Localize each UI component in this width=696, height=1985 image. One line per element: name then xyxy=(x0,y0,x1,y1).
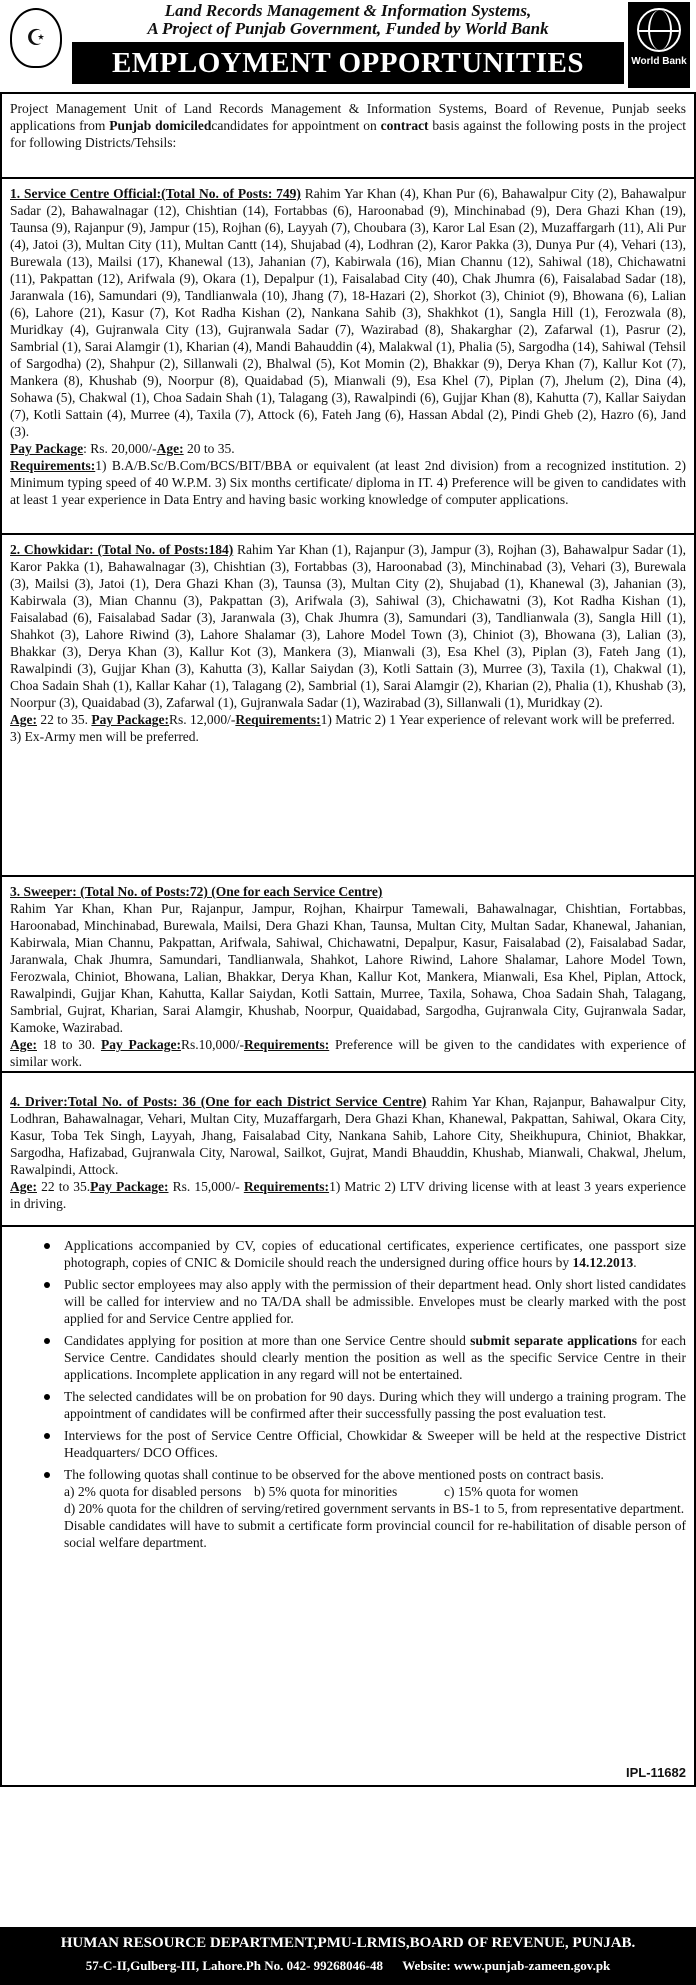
quota-disabled: a) 2% quota for disabled persons xyxy=(64,1484,242,1499)
section-heading: 3. Sweeper: (Total No. of Posts:72) (One for each Service Centre) xyxy=(10,884,383,899)
ipl-code: IPL-11682 xyxy=(626,1765,686,1780)
quota-row xyxy=(64,1483,686,1500)
requirements-body: 1) Matric 2) LTV driving license with at least 3 years experience in driving. xyxy=(10,1179,686,1211)
age-label: Age: xyxy=(10,712,37,727)
instructions xyxy=(0,1227,696,1787)
list-item xyxy=(64,1427,686,1461)
footer xyxy=(0,1927,696,1985)
instructions-list xyxy=(42,1237,686,1551)
list-item xyxy=(64,1388,686,1422)
note-text: . xyxy=(633,1255,637,1270)
header-line-2: A Project of Punjab Government, Funded by World Bank xyxy=(147,19,549,38)
intro-text: basis against the following posts in the project for following Districts/Tehsils: xyxy=(10,118,687,150)
section-driver xyxy=(0,1073,696,1227)
section-heading: 4. Driver:Total No. of Posts: 36 (One for each District Service Centre) xyxy=(10,1094,427,1109)
age-value: 18 to 30. xyxy=(37,1037,101,1052)
world-bank-label: World Bank xyxy=(631,56,687,67)
section-body: Rahim Yar Khan, Rajanpur, Bahawalpur City, Lodhran, Bahawalnagar, Vehari, Multan City, Muzaffargarh, Dera Ghazi Khan, Khanewal, Pakpattan, Sahiwal, Okara City, Kasur, Toba Tek Singh, Layyah, Jhang, Faisalabad City, Nankana Sahib, Lahore City, Sheikhupura, Chiniot, Bhakkar, Sargodha, Hafizabad, Gujranwala City, Narowal, Sailkot, Gujrat, Mandi Bhauddin, Khushab, Mianwali, Chakwal, Jhelum, Rawalpindi, Attock. xyxy=(10,1094,686,1177)
pay-label: Pay Package: xyxy=(90,1179,169,1194)
section-sweeper xyxy=(0,877,696,1073)
section-body: Rahim Yar Khan (4), Khan Pur (6), Bahawalpur City (2), Bahawalpur Sadar (2), Bahawalnagar (12), Chishtian (14), Fortabbas (6), Haroonabad (9), Minchinabad (9), Dera Ghazi Khan (19), Taunsa (9), Rajanpur (9), Jampur (15), Rojhan (6), Layyah (7), Choubara (3), Karor Lal Esan (2), Muzaffargarh (11), Ali Pur (4), Jatoi (3), Multan City (11), Multan Cantt (14), Shujabad (4), Lodhran (2), Karor Pakka (3), Dunya Pur (4), Vehari (13), Burewala (13), Mailsi (17), Khanewal (13), Jahanian (7), Kabirwala (16), Mian Channu (12), Sahiwal (18), Chichawatni (11), Pakpattan (12), Arifwala (9), Okara (1), Depalpur (1), Faisalabad City (40), Chak Jhumra (6), Faisalabad Sadar (18), Jaranwala (16), Samundari (9), Tandlianwala (10), Jhang (7), 18-Hazari (2), Shorkot (3), Chiniot (9), Bhowana (6), Lalian (6), Lahore (21), Kasur (7), Kot Radha Kishan (2), Nankana Sahib (3), Shakhkot (1), Sangla Hill (1), Ferozwala (8), Muridkay (4), Gujranwala City (13), Gujranwala Sadar (7), Wazirabad (8), Shakarghar (2), Zafarwal (1), Pasrur (2), Sambrial (1), Sarai Alamgir (1), Kharian (4), Mandi Bahauddin (4), Malakwal (1), Phalia (5), Sargodha (14), Sahiwal (Tehsil of Sargodha) (2), Shahpur (2), Sillanwali (2), Bhalwal (5), Kot Momin (2), Bhakkar (9), Derya Khan (7), Kallur Kot (7), Mankera (8), Khushab (9), Noorpur (8), Quaidabad (5), Mianwali (9), Esa Khel (7), Piplan (7), Jhelum (2), Dina (4), Sohawa (5), Chakwal (1), Choa Sadain Shah (1), Talagang (3), Rawalpindi (6), Gujjar Khan (8), Kahutta (7), Kallar Saiydan (7), Kotli Sattain (4), Murree (4), Taxila (7), Attock (6), Fateh Jang (6), Hassan Abdal (2), Pindi Gheb (2), Hazro (6), Jand (3). xyxy=(10,186,686,439)
age-value: 22 to 35. xyxy=(37,712,92,727)
punjab-government-logo-icon: ☪ xyxy=(10,8,62,68)
note-text: Candidates applying for position at more than one Service Centre should xyxy=(64,1333,471,1348)
pay-value: Rs. 15,000/- xyxy=(168,1179,240,1194)
age-label: Age: xyxy=(156,441,184,456)
intro-contract: contract xyxy=(380,118,429,133)
pay-value: Rs.10,000/- xyxy=(180,1037,244,1052)
section-heading: 2. Chowkidar: (Total No. of Posts:184) xyxy=(10,542,234,557)
pay-value: : Rs. 20,000/- xyxy=(83,441,157,456)
requirements-label: Requirements: xyxy=(243,1179,330,1194)
note-text: Applications accompanied by CV, copies of educational certificates, experience certificates, one passport size photograph, copies of CNIC & Domicile should reach the undersigned during office hours by xyxy=(64,1238,686,1270)
footer-contact xyxy=(0,1952,696,1974)
intro-paragraph xyxy=(0,94,696,179)
footer-website[interactable]: Website: www.punjab-zameen.gov.pk xyxy=(402,1958,611,1973)
requirements-body: Preference will be given to the candidates with experience of similar work. xyxy=(10,1037,686,1069)
world-bank-logo xyxy=(628,2,690,88)
list-item xyxy=(64,1276,686,1327)
section-body: Rahim Yar Khan, Khan Pur, Rajanpur, Jampur, Rojhan, Khairpur Tamewali, Bahawalnagar, Chishtian, Fortabbas, Haroonabad, Minchinabad, Burewala, Mailsi, Dera Ghazi Khan, Taunsa, Multan City, Multan Sadar, Khanewal, Jahanian, Kabirwala, Mian Channu, Pakpattan, Arifwala, Sahiwal, Chichawatni, Depalpur, Kasur, Faisalabad (2), Faisalabad Sadar, Jaranwala, Chak Jhumra, Samundari, Tandlianwala, Shahkot, Lahore Riwind, Lahore Shalamar, Lahore Model Town, Ferozwala, Chiniot, Bhowana, Lalian, Bhakkar, Derya Khan, Kallur Kot, Mankera, Mianwali, Esa Khel, Piplan, Attock, Rawalpindi, Gujjar Khan, Kahutta, Kallar Saiydan, Kotli Sattain, Murree, Taxila, Sohawa, Choa Sadain Shah, Talagang, Sambrial, Gujrat, Kharian, Sarai Alamgir, Khushab, Noorpur, Quaidabad, Sargodha, Gujranwala City, Gujranwala Sadar, Kamoke, Wazirabad. xyxy=(10,901,686,1035)
pay-value: Rs. 12,000/- xyxy=(169,712,236,727)
quota-children: d) 20% quota for the children of serving/retired government servants in BS-1 to 5, from representative department. xyxy=(64,1501,685,1516)
page-title: EMPLOYMENT OPPORTUNITIES xyxy=(72,42,624,84)
section-chowkidar xyxy=(0,535,696,877)
intro-domicile: Punjab domiciled xyxy=(109,118,212,133)
note-text: The following quotas shall continue to be observed for the above mentioned posts on contract basis. xyxy=(64,1467,604,1482)
section-body: Rahim Yar Khan (1), Rajanpur (3), Jampur (3), Rojhan (3), Bahawalpur Sadar (1), Karor Pakka (1), Bahawalnagar (3), Chishtian (3), Fortabbas (3), Haroonabad (3), Minchinabad (3), Vehari (3), Burewala (3), Mailsi (3), Jatoi (1), Dera Ghazi Khan (3), Taunsa (3), Multan City (2), Shujabad (1), Khanewal (3), Jahanian (3), Kabirwala (3), Mian Channu (3), Pakpattan (3), Arifwala (3), Sahiwal (3), Chichawatni (3), Kot Radha Kishan (1), Faisalabad (6), Faisalabad Sadar (3), Jaranwala (3), Chak Jhumra (3), Samundari (3), Tandlianwala (3), Sangla Hill (1), Shahkot (3), Lahore Riwind (3), Lahore Shalamar (3), Lahore Model Town (3), Chiniot (3), Bhowana (3), Lalian (3), Bhakkar (3), Derya Khan (3), Kallur Kot (3), Mankera (3), Mianwali (3), Esa Khel (3), Piplan (3), Fateh Jang (1), Rawalpindi (3), Gujjar Khan (3), Kahutta (3), Kallar Saiydan (3), Kotli Sattain (3), Murree (3), Taxila (1), Chakwal (1), Choa Sadain Shah (1), Kallar Kahar (1), Talagang (2), Sambrial (1), Sarai Alamgir (2), Kharian (2), Phalia (1), Khushab (3), Noorpur (3), Quaidabad (3), Zafarwal (1), Gujranwala Sadar (1), Wazirabad (3), Sillanwali (1), Muridkay (2). xyxy=(10,542,686,710)
pay-label: Pay Package xyxy=(10,441,84,456)
requirements-body: 1) Matric 2) 1 Year experience of relevant work will be preferred. xyxy=(320,712,675,727)
section-service-centre-official xyxy=(0,179,696,535)
globe-icon xyxy=(637,8,681,52)
pay-label: Pay Package: xyxy=(91,712,169,727)
quota-minorities: b) 5% quota for minorities xyxy=(254,1484,398,1499)
section-heading: 1. Service Centre Official:(Total No. of Posts: 749) xyxy=(10,186,301,201)
header xyxy=(0,0,696,94)
intro-text: candidates for appointment on xyxy=(211,118,381,133)
requirements-label: Requirements: xyxy=(235,712,321,727)
quota-women: c) 15% quota for women xyxy=(444,1484,579,1499)
list-item xyxy=(64,1466,686,1551)
note-emphasis: submit separate applications xyxy=(470,1333,637,1348)
list-item xyxy=(64,1332,686,1383)
intro-text: Project Management Unit of Land Records Management & Information Systems, Board of Revenue, Punjab seeks applications from xyxy=(10,101,686,133)
deadline-date: 14.12.2013 xyxy=(572,1255,634,1270)
note-text: Interviews for the post of Service Centre Official, Chowkidar & Sweeper will be held at the respective District Headquarters/ DCO Offices. xyxy=(64,1428,686,1460)
requirements-extra: 3) Ex-Army men will be preferred. xyxy=(10,729,199,744)
header-line-1: Land Records Management & Information Systems, xyxy=(164,1,532,20)
age-label: Age: xyxy=(10,1037,37,1052)
footer-address: 57-C-II,Gulberg-III, Lahore.Ph No. 042- 99268046-48 xyxy=(85,1958,384,1973)
age-value: 22 to 35. xyxy=(37,1179,91,1194)
age-value: 20 to 35. xyxy=(183,441,235,456)
requirements-body: 1) B.A/B.Sc/B.Com/BCS/BIT/BBA or equivalent (at least 2nd division) from a recognized institution. 2) Minimum typing speed of 40 W.P.M. 3) Six months certificate/ diploma in IT. 4) Preference will be given to candidates with at least 1 year experience in Data Entry and having basic working knowledge of computer applications. xyxy=(10,458,686,507)
note-text: Public sector employees may also apply with the permission of their department head. Only short listed candidates will be called for interview and no TA/DA shall be admissible. Envelopes must be clearly marked with the post applied for and Service Centre applied for. xyxy=(64,1277,686,1326)
list-item xyxy=(64,1237,686,1271)
requirements-label: Requirements: xyxy=(243,1037,330,1052)
footer-department: HUMAN RESOURCE DEPARTMENT,PMU-LRMIS,BOARD OF REVENUE, PUNJAB. xyxy=(60,1935,636,1951)
note-text: The selected candidates will be on probation for 90 days. During which they will undergo a training program. The appointment of candidates will be confirmed after their successfully passing the post evaluation test. xyxy=(64,1389,686,1421)
age-label: Age: xyxy=(10,1179,37,1194)
requirements-label: Requirements: xyxy=(10,458,96,473)
pay-label: Pay Package: xyxy=(100,1037,181,1052)
note-text: for each Service Centre. Candidates should clearly mention the position as well as the specific Service Centre in their applications. Incomplete application in any regard will not be entertained. xyxy=(64,1333,686,1382)
disable-note: Disable candidates will have to submit a certificate form provincial council for re-habilitation of disable person of social welfare department. xyxy=(64,1518,686,1550)
